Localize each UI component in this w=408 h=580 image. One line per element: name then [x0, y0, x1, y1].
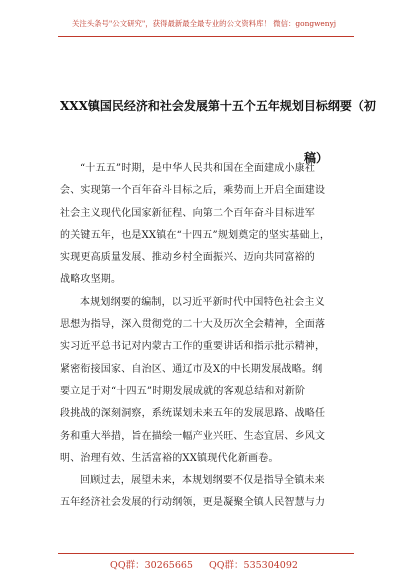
body-line: 本规划纲要的编制，以习近平新时代中国特色社会主义 — [80, 296, 325, 308]
body-line: 明、治理有效、生活富裕的XX镇现代化新画卷。 — [60, 452, 279, 464]
header-divider — [58, 36, 354, 37]
qq-group-1: QQ群：30265665 — [110, 560, 193, 571]
body-line: 要立足于对“十四五”时期发展成就的客观总结和对新阶 — [60, 385, 306, 397]
paragraph-3 — [60, 470, 360, 515]
body-line: 实现更高质量发展、推动乡村全面振兴、迈向共同富裕的 — [60, 252, 315, 264]
footer-contact — [0, 557, 408, 571]
body-line: 社会主义现代化国家新征程、向第二个百年奋斗目标进军 — [60, 207, 315, 219]
paragraph-2 — [60, 292, 360, 470]
document-title-line-2: 稿） — [303, 151, 328, 165]
body-line: “十五五”时期，是中华人民共和国在全面建成小康社 — [80, 163, 316, 174]
document-body — [60, 158, 360, 515]
body-line: 战略攻坚期。 — [60, 274, 122, 286]
body-line: 回顾过去，展望未来，本规划纲要不仅是指导全镇未来 — [80, 475, 325, 487]
body-line: 的关键五年，也是XX镇在“十四五”规划奠定的坚实基础上， — [60, 229, 331, 241]
paragraph-1 — [60, 158, 360, 292]
body-line: 紧密衔接国家、自治区、通辽市及X的中长期发展战略。纲 — [60, 363, 323, 375]
body-line: 实习近平总书记对内蒙古工作的重要讲话和指示批示精神， — [60, 341, 326, 353]
body-line: 务和重大举措，旨在描绘一幅产业兴旺、生态宜居、乡风文 — [60, 430, 326, 442]
body-line: 段挑战的深刻洞察，系统谋划未来五年的发展思路、战略任 — [60, 408, 326, 420]
body-line: 会、实现第一个百年奋斗目标之后，乘势而上开启全面建设 — [60, 185, 326, 197]
document-title-line-1: XXX镇国民经济和社会发展第十五个五年规划目标纲要（初 — [60, 99, 376, 113]
header-banner: 关注头条号"公文研究"，获得最新最全最专业的公文资料库！ 微信：gongwenyj — [71, 19, 337, 28]
qq-group-2: QQ群：535304092 — [208, 560, 298, 571]
body-line: 五年经济社会发展的行动纲领，更是凝聚全镇人民智慧与力 — [60, 497, 326, 509]
body-line: 思想为指导，深入贯彻党的二十大及历次全会精神，全面落 — [60, 319, 326, 331]
footer-divider — [58, 553, 354, 554]
